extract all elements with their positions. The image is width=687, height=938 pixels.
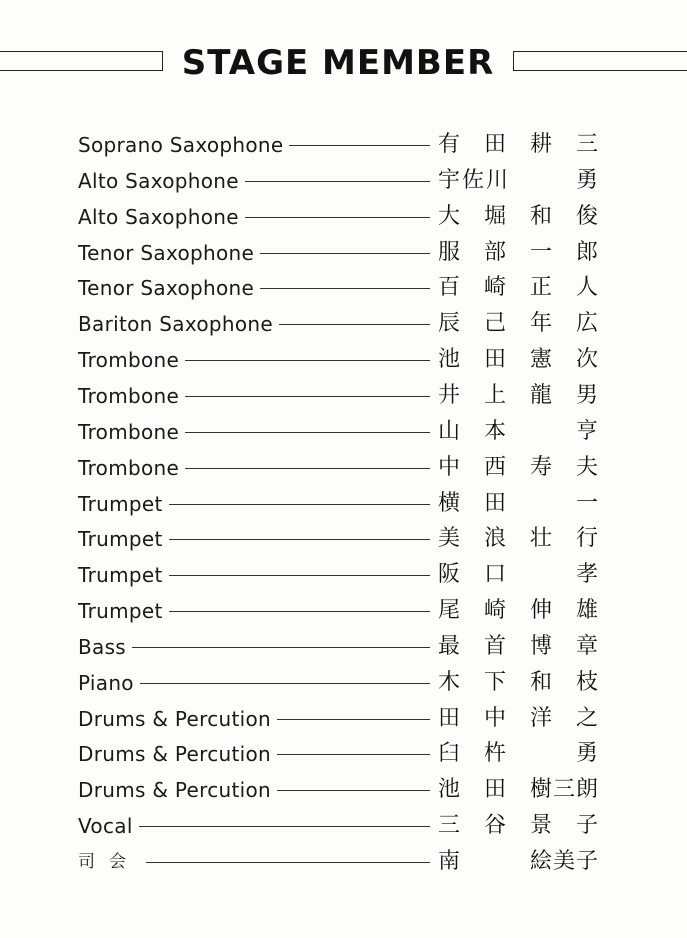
name-char: 朗 [576,777,599,802]
member-row [0,736,687,772]
member-row [0,701,687,737]
name-char: 部 [484,240,507,265]
name-char: 俊 [576,204,599,229]
name-char: 広 [576,311,599,336]
name-char: 一 [530,240,553,265]
leader-line [185,396,430,397]
name-char: 一 [576,491,599,516]
member-row [0,342,687,378]
name-char: 勇 [576,168,599,193]
leader-line [245,217,430,218]
name-char: 有 [438,132,461,157]
name-char: 本 [484,419,507,444]
name-char: 己 [484,311,507,336]
name-char: 首 [484,634,507,659]
leader-line [139,826,430,827]
member-role: Trumpet [78,527,163,551]
name-char: 洋 [530,706,553,731]
name-char: 之 [576,706,599,731]
member-role: Drums & Percution [78,778,272,802]
leader-line [169,504,430,505]
member-row [0,414,687,450]
name-char: 雄 [576,598,599,623]
name-char: 辰 [438,311,461,336]
member-row [0,808,687,844]
name-char: 谷 [484,813,507,838]
name-char: 勇 [576,741,599,766]
member-role: Drums & Percution [78,707,272,731]
name-char: 堀 [484,204,507,229]
title-rule-right [513,51,687,71]
title-bar [0,40,687,90]
member-role: Tenor Saxophone [78,241,255,265]
name-char: 崎 [484,598,507,623]
name-char: 憲 [530,347,553,372]
member-role: Bariton Saxophone [78,312,273,336]
member-row [0,557,687,593]
name-char: 和 [530,204,553,229]
name-char: 田 [484,347,507,372]
member-role: Trumpet [78,563,163,587]
name-char: 亨 [576,419,599,444]
leader-line [277,790,430,791]
member-row [0,127,687,163]
member-role: Tenor Saxophone [78,276,255,300]
name-char: 百 [438,275,461,300]
leader-line [260,288,430,289]
name-char: 美 [438,526,461,551]
member-role: Trombone [78,348,180,372]
name-char: 孝 [576,562,599,587]
leader-line [245,181,430,182]
name-char: 三 [576,132,599,157]
member-row [0,844,687,880]
member-row [0,772,687,808]
leader-line [140,683,430,684]
name-char: 寿 [530,455,553,480]
name-char: 耕 [530,132,553,157]
name-char: 博 [530,634,553,659]
name-char: 枝 [576,670,599,695]
member-role: Vocal [78,814,133,838]
name-char: 大 [438,204,461,229]
page-title: STAGE MEMBER [181,43,495,83]
name-char: 人 [576,275,599,300]
name-char: 西 [484,455,507,480]
member-role: Trombone [78,420,180,444]
leader-line [277,754,430,755]
member-row [0,629,687,665]
member-row [0,521,687,557]
member-role: Piano [78,671,134,695]
leader-line [277,719,430,720]
name-char: 崎 [484,275,507,300]
name-char: 佐 [462,168,485,193]
leader-line [132,647,430,648]
leader-line [260,253,430,254]
name-char: 浪 [484,526,507,551]
leader-line [169,575,430,576]
name-char: 田 [438,706,461,731]
leader-line [185,468,430,469]
name-char: 絵 [530,849,553,874]
member-role: Alto Saxophone [78,169,239,193]
name-char: 年 [530,311,553,336]
name-char: 子 [576,849,599,874]
name-char: 章 [576,634,599,659]
name-char: 三 [438,813,461,838]
name-char: 宇 [438,168,461,193]
name-char: 景 [530,813,553,838]
name-char: 龍 [530,383,553,408]
member-role: Bass [78,635,127,659]
leader-line [169,611,430,612]
name-char: 壮 [530,526,553,551]
name-char: 杵 [484,741,507,766]
name-char: 田 [484,132,507,157]
name-char: 郎 [576,240,599,265]
name-char: 服 [438,240,461,265]
name-char: 阪 [438,562,461,587]
member-row [0,270,687,306]
member-row [0,235,687,271]
name-char: 美 [553,849,576,874]
name-char: 田 [484,777,507,802]
name-char: 口 [484,562,507,587]
name-char: 夫 [576,455,599,480]
member-role: Drums & Percution [78,742,272,766]
name-char: 池 [438,347,461,372]
leader-line [289,145,430,146]
title-rule-left [0,51,163,71]
name-char: 行 [576,526,599,551]
member-row [0,163,687,199]
member-row [0,665,687,701]
leader-line [185,432,430,433]
name-char: 最 [438,634,461,659]
member-row [0,306,687,342]
member-role: Trombone [78,384,180,408]
name-char: 中 [438,455,461,480]
name-char: 木 [438,670,461,695]
name-char: 三 [553,777,576,802]
name-char: 伸 [530,598,553,623]
name-char: 横 [438,491,461,516]
name-char: 臼 [438,741,461,766]
name-char: 山 [438,419,461,444]
leader-line [185,360,430,361]
member-row [0,378,687,414]
member-role: Soprano Saxophone [78,133,284,157]
name-char: 中 [484,706,507,731]
member-role: Trumpet [78,599,163,623]
name-char: 田 [484,491,507,516]
leader-line [279,324,430,325]
member-role: 司会 [78,852,140,872]
name-char: 井 [438,383,461,408]
name-char: 和 [530,670,553,695]
member-row [0,593,687,629]
name-char: 川 [486,168,509,193]
leader-line [146,862,430,863]
member-row [0,486,687,522]
name-char: 南 [438,849,461,874]
name-char: 下 [484,670,507,695]
name-char: 樹 [530,777,553,802]
name-char: 上 [484,383,507,408]
member-row [0,450,687,486]
name-char: 尾 [438,598,461,623]
name-char: 子 [576,813,599,838]
member-role: Trumpet [78,492,163,516]
member-row [0,199,687,235]
leader-line [169,539,430,540]
name-char: 次 [576,347,599,372]
member-role: Trombone [78,456,180,480]
name-char: 男 [576,383,599,408]
name-char: 正 [530,275,553,300]
member-role: Alto Saxophone [78,205,239,229]
name-char: 池 [438,777,461,802]
